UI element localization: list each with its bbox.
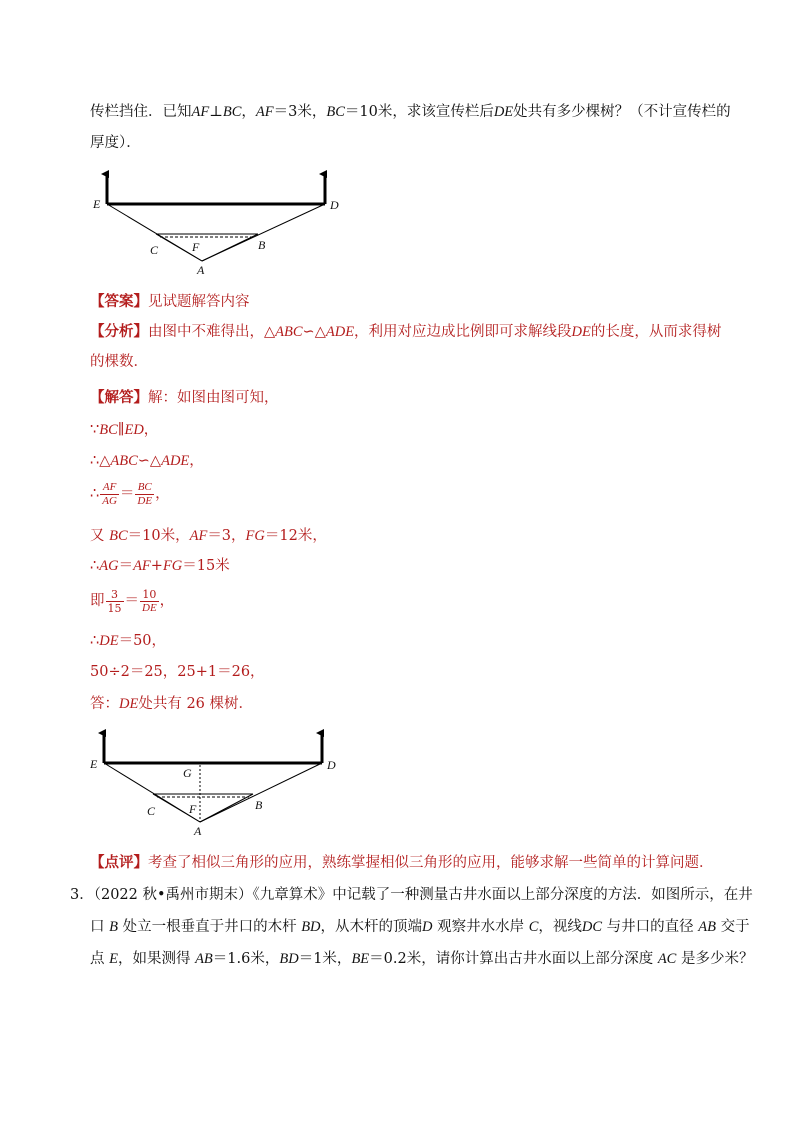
label-e: E [90,757,98,771]
line-da [200,763,322,822]
segment-ba [200,794,253,822]
solution-tag: 【解答】 [90,389,148,406]
fraction-10-de: $\frac{10}{DE}$ [142,587,157,614]
analysis-line-2: 的棵数． [90,354,148,370]
problem-3-number: 3． [70,887,94,903]
solution-step-similar: ∴△ABC∽△ADE， [90,453,204,469]
fraction-3-15: $\frac{3}{15}$ [107,587,122,615]
math-af-perp-bc: AF⊥BC [191,104,242,120]
problem-3-line-2: 口 B 处立一根垂直于井口的木杆 BD，从木杆的顶端D 观察井水水岸 C，视线DC 与井口的直径 AB 交于 [90,919,750,935]
solution-step-parallel: ∵BC∥ED， [90,422,159,438]
answer-line: 【答案】见试题解答内容 [90,293,250,310]
figure-2-diagram [90,727,360,842]
solution-final-answer: 答：DE处共有 26 棵树． [90,696,254,712]
comment-tag: 【点评】 [90,854,148,871]
label-f: F [189,802,197,816]
solution-step-ratio: ∴ $\frac{AF}{AG}$ ＝ $\frac{BC}{DE}$ ， [90,480,170,507]
problem-3-line-1: 3．（2022 秋•禹州市期末）《九章算术》中记载了一种测量古井水面以上部分深度的方法．如图所示，在井 [70,887,753,903]
problem-intro-line-2: 厚度）． [90,135,141,151]
problem-intro-line-1: 传栏挡住．已知AF⊥BC，AF＝3米，BC＝10米，求该宣传栏后DE处共有多少棵树？（不计宣传栏的 [90,104,731,120]
label-g: G [183,766,192,780]
label-b: B [258,238,266,252]
solution-step-count: 50÷2＝25，25+1＝26， [90,664,265,680]
label-c: C [147,804,156,818]
fraction-bc-de: $\frac{BC}{DE}$ [137,480,153,507]
solution-step-ag: ∴AG＝AF+FG＝15米 [90,558,230,574]
solution-line-1: 【解答】解：如图由图可知， [90,389,279,406]
answer-tag: 【答案】 [90,293,148,310]
solution-step-substitute: 即 $\frac{3}{15}$ ＝ $\frac{10}{DE}$ ， [90,587,175,615]
label-e: E [93,197,101,211]
solution-step-given: 又 BC＝10米，AF＝3，FG＝12米， [90,528,327,544]
segment-ba [202,234,258,261]
analysis-tag: 【分析】 [90,323,148,340]
comment-line: 【点评】考查了相似三角形的应用，熟练掌握相似三角形的应用，能够求解一些简单的计算问题． [90,854,714,871]
solution-step-de: ∴DE＝50， [90,633,167,649]
label-d: D [330,198,339,212]
analysis-line-1: 【分析】由图中不难得出，△ABC∽△ADE，利用对应边成比例即可求解线段DE的长度，从而求得树 [90,323,722,340]
label-b: B [255,798,263,812]
fraction-af-ag: $\frac{AF}{AG}$ [102,480,117,507]
problem-3-line-3: 点 E，如果测得 AB＝1.6米，BD＝1米，BE＝0.2米，请你计算出古井水面以上部分深度 AC 是多少米？ [90,951,754,967]
figure-1-diagram [90,168,360,280]
label-d: D [327,758,336,772]
label-f: F [192,240,200,254]
label-c: C [150,243,159,257]
label-a: A [197,263,205,277]
label-a: A [194,824,202,838]
